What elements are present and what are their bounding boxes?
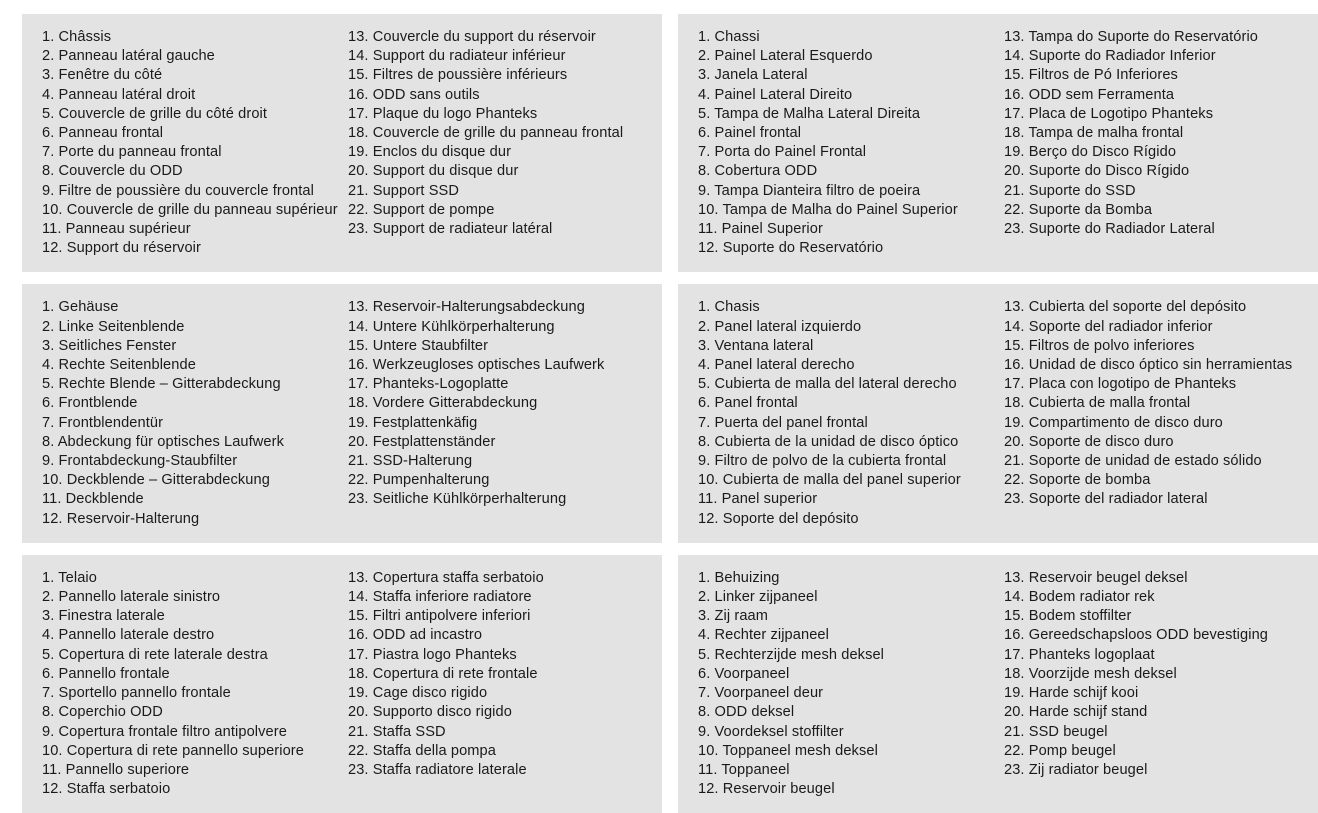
list-item: 12. Reservoir-Halterung <box>42 510 200 527</box>
list-item: 14. Soporte del radiador inferior <box>1004 318 1213 335</box>
list-item: 22. Staffa della pompa <box>348 742 496 759</box>
list-item: 21. Suporte do SSD <box>1004 182 1136 199</box>
list-item: 21. Staffa SSD <box>348 723 446 740</box>
list-item: 15. Filtros de polvo inferiores <box>1004 337 1195 354</box>
list-item: 19. Cage disco rigido <box>348 685 488 702</box>
parts-list-spanish-right <box>1004 298 1302 509</box>
list-item: 3. Fenêtre du côté <box>42 67 163 84</box>
list-item: 13. Couvercle du support du réservoir <box>348 29 596 45</box>
list-item: 15. Untere Staubfilter <box>348 337 489 354</box>
list-item: 4. Pannello laterale destro <box>42 627 215 644</box>
list-item: 23. Staffa radiatore laterale <box>348 761 527 778</box>
list-item: 7. Porta do Painel Frontal <box>698 144 867 161</box>
list-item: 4. Panel lateral derecho <box>698 357 855 374</box>
parts-list-french-right <box>348 28 646 239</box>
list-item: 22. Support de pompe <box>348 201 495 218</box>
list-item: 14. Untere Kühlkörperhalterung <box>348 318 555 335</box>
list-item: 1. Chasis <box>698 299 760 316</box>
panel-spanish-column-left <box>698 298 1000 528</box>
list-item: 5. Couvercle de grille du côté droit <box>42 105 268 122</box>
panel-portuguese-column-right <box>1000 28 1302 239</box>
list-item: 15. Filtros de Pó Inferiores <box>1004 67 1178 84</box>
list-item: 18. Copertura di rete frontale <box>348 665 538 682</box>
panel-dutch <box>678 555 1318 813</box>
list-item: 3. Seitliches Fenster <box>42 337 177 354</box>
list-item: 23. Seitliche Kühlkörperhalterung <box>348 491 567 508</box>
list-item: 23. Zij radiator beugel <box>1004 761 1148 778</box>
list-item: 4. Panneau latéral droit <box>42 86 196 103</box>
list-item: 10. Cubierta de malla del panel superior <box>698 472 961 489</box>
parts-list-italian-right <box>348 569 646 780</box>
list-item: 5. Cubierta de malla del lateral derecho <box>698 376 957 393</box>
list-item: 19. Berço do Disco Rígido <box>1004 144 1177 161</box>
panel-german-column-left <box>42 298 344 528</box>
list-item: 10. Deckblende – Gitterabdeckung <box>42 472 270 489</box>
list-item: 23. Support de radiateur latéral <box>348 221 553 238</box>
list-item: 11. Toppaneel <box>698 761 790 778</box>
list-item: 2. Linker zijpaneel <box>698 589 818 606</box>
parts-list-dutch-right <box>1004 569 1302 780</box>
panel-spanish-column-right <box>1000 298 1302 509</box>
list-item: 20. Supporto disco rigido <box>348 704 512 721</box>
list-item: 16. Unidad de disco óptico sin herramientas <box>1004 357 1293 374</box>
list-item: 18. Vordere Gitterabdeckung <box>348 395 538 412</box>
list-item: 19. Festplattenkäfig <box>348 414 478 431</box>
panel-italian-column-left <box>42 569 344 799</box>
list-item: 9. Filtro de polvo de la cubierta frontal <box>698 453 947 470</box>
list-item: 21. SSD beugel <box>1004 723 1108 740</box>
list-item: 7. Puerta del panel frontal <box>698 414 868 431</box>
list-item: 21. Soporte de unidad de estado sólido <box>1004 453 1262 470</box>
list-item: 21. Support SSD <box>348 182 460 199</box>
parts-list-german-left <box>42 298 336 528</box>
list-item: 3. Janela Lateral <box>698 67 808 84</box>
list-item: 17. Placa con logotipo de Phanteks <box>1004 376 1237 393</box>
list-item: 1. Chassi <box>698 29 760 45</box>
list-item: 16. ODD ad incastro <box>348 627 483 644</box>
panel-italian <box>22 555 662 813</box>
list-item: 11. Pannello superiore <box>42 761 190 778</box>
list-item: 10. Couvercle de grille du panneau supérieur <box>42 201 338 218</box>
panel-italian-column-right <box>344 569 646 780</box>
list-item: 14. Suporte do Radiador Inferior <box>1004 48 1216 65</box>
list-item: 20. Harde schijf stand <box>1004 704 1148 721</box>
panel-dutch-column-right <box>1000 569 1302 780</box>
list-item: 5. Rechterzijde mesh deksel <box>698 646 885 663</box>
parts-list-dutch-left <box>698 569 992 799</box>
list-item: 2. Panel lateral izquierdo <box>698 318 862 335</box>
list-item: 14. Support du radiateur inférieur <box>348 48 566 65</box>
list-item: 9. Voordeksel stoffilter <box>698 723 844 740</box>
list-item: 6. Voorpaneel <box>698 665 790 682</box>
parts-list-portuguese-left <box>698 28 992 258</box>
list-item: 1. Gehäuse <box>42 299 119 316</box>
list-item: 11. Panneau supérieur <box>42 221 191 238</box>
list-item: 10. Tampa de Malha do Painel Superior <box>698 201 958 218</box>
list-item: 15. Bodem stoffilter <box>1004 608 1132 625</box>
list-item: 18. Tampa de malha frontal <box>1004 125 1184 142</box>
list-item: 23. Suporte do Radiador Lateral <box>1004 221 1215 238</box>
list-item: 15. Filtri antipolvere inferiori <box>348 608 531 625</box>
list-item: 9. Frontabdeckung-Staubfilter <box>42 453 238 470</box>
list-item: 19. Harde schijf kooi <box>1004 685 1139 702</box>
parts-list-portuguese-right <box>1004 28 1302 239</box>
list-item: 6. Pannello frontale <box>42 665 170 682</box>
list-item: 8. Couvercle du ODD <box>42 163 183 180</box>
parts-list-german-right <box>348 298 646 509</box>
parts-list-french-left <box>42 28 336 258</box>
list-item: 5. Copertura di rete laterale destra <box>42 646 268 663</box>
list-item: 8. Coperchio ODD <box>42 704 163 721</box>
list-item: 9. Tampa Dianteira filtro de poeira <box>698 182 921 199</box>
list-item: 11. Painel Superior <box>698 221 823 238</box>
list-item: 1. Châssis <box>42 29 112 45</box>
list-item: 22. Pumpenhalterung <box>348 472 490 489</box>
list-item: 16. Werkzeugloses optisches Laufwerk <box>348 357 605 374</box>
list-item: 18. Couvercle de grille du panneau frontal <box>348 125 624 142</box>
list-item: 19. Enclos du disque dur <box>348 144 512 161</box>
list-item: 19. Compartimento de disco duro <box>1004 414 1223 431</box>
list-item: 2. Linke Seitenblende <box>42 318 185 335</box>
list-item: 17. Phanteks-Logoplatte <box>348 376 509 393</box>
panel-dutch-column-left <box>698 569 1000 799</box>
parts-list-italian-left <box>42 569 336 799</box>
list-item: 2. Panneau latéral gauche <box>42 48 215 65</box>
list-item: 5. Rechte Blende – Gitterabdeckung <box>42 376 281 393</box>
list-item: 10. Copertura di rete pannello superiore <box>42 742 304 759</box>
panel-french-column-right <box>344 28 646 239</box>
panel-portuguese <box>678 14 1318 272</box>
panel-french-column-left <box>42 28 344 258</box>
list-item: 11. Panel superior <box>698 491 818 508</box>
list-item: 20. Support du disque dur <box>348 163 519 180</box>
list-item: 10. Toppaneel mesh deksel <box>698 742 878 759</box>
list-item: 4. Rechte Seitenblende <box>42 357 196 374</box>
list-item: 3. Ventana lateral <box>698 337 814 354</box>
list-item: 17. Plaque du logo Phanteks <box>348 105 538 122</box>
list-item: 13. Cubierta del soporte del depósito <box>1004 299 1247 316</box>
list-item: 6. Frontblende <box>42 395 138 412</box>
list-item: 9. Copertura frontale filtro antipolvere <box>42 723 287 740</box>
list-item: 13. Copertura staffa serbatoio <box>348 569 544 586</box>
list-item: 2. Pannello laterale sinistro <box>42 589 221 606</box>
list-item: 3. Finestra laterale <box>42 608 165 625</box>
list-item: 6. Panel frontal <box>698 395 798 412</box>
list-item: 6. Painel frontal <box>698 125 802 142</box>
list-item: 16. ODD sans outils <box>348 86 480 103</box>
list-item: 17. Phanteks logoplaat <box>1004 646 1155 663</box>
list-item: 12. Suporte do Reservatório <box>698 240 884 257</box>
list-item: 23. Soporte del radiador lateral <box>1004 491 1208 508</box>
panel-portuguese-column-left <box>698 28 1000 258</box>
list-item: 4. Rechter zijpaneel <box>698 627 829 644</box>
list-item: 8. Abdeckung für optisches Laufwerk <box>42 433 285 450</box>
list-item: 14. Bodem radiator rek <box>1004 589 1155 606</box>
list-item: 1. Telaio <box>42 569 97 586</box>
list-item: 16. ODD sem Ferramenta <box>1004 86 1175 103</box>
panels-grid <box>22 14 1296 813</box>
list-item: 12. Soporte del depósito <box>698 510 859 527</box>
list-item: 8. ODD deksel <box>698 704 795 721</box>
list-item: 4. Painel Lateral Direito <box>698 86 853 103</box>
list-item: 12. Staffa serbatoio <box>42 781 171 798</box>
list-item: 16. Gereedschapsloos ODD bevestiging <box>1004 627 1268 644</box>
list-item: 7. Porte du panneau frontal <box>42 144 222 161</box>
list-item: 8. Cobertura ODD <box>698 163 818 180</box>
list-item: 22. Pomp beugel <box>1004 742 1116 759</box>
list-item: 20. Festplattenständer <box>348 433 496 450</box>
list-item: 9. Filtre de poussière du couvercle frontal <box>42 182 314 199</box>
list-item: 12. Reservoir beugel <box>698 781 835 798</box>
list-item: 21. SSD-Halterung <box>348 453 473 470</box>
list-item: 18. Voorzijde mesh deksel <box>1004 665 1177 682</box>
list-item: 2. Painel Lateral Esquerdo <box>698 48 873 65</box>
list-item: 17. Piastra logo Phanteks <box>348 646 517 663</box>
list-item: 18. Cubierta de malla frontal <box>1004 395 1191 412</box>
parts-list-spanish-left <box>698 298 992 528</box>
list-item: 8. Cubierta de la unidad de disco óptico <box>698 433 959 450</box>
list-item: 5. Tampa de Malha Lateral Direita <box>698 105 921 122</box>
list-item: 11. Deckblende <box>42 491 144 508</box>
list-item: 20. Soporte de disco duro <box>1004 433 1174 450</box>
list-item: 13. Reservoir beugel deksel <box>1004 569 1188 586</box>
list-item: 20. Suporte do Disco Rígido <box>1004 163 1190 180</box>
panel-spanish <box>678 284 1318 542</box>
list-item: 7. Voorpaneel deur <box>698 685 824 702</box>
list-item: 22. Soporte de bomba <box>1004 472 1151 489</box>
list-item: 1. Behuizing <box>698 569 780 586</box>
list-item: 17. Placa de Logotipo Phanteks <box>1004 105 1214 122</box>
list-item: 12. Support du réservoir <box>42 240 201 257</box>
list-item: 13. Tampa do Suporte do Reservatório <box>1004 29 1259 45</box>
list-item: 6. Panneau frontal <box>42 125 164 142</box>
list-item: 3. Zij raam <box>698 608 769 625</box>
list-item: 22. Suporte da Bomba <box>1004 201 1153 218</box>
panel-german-column-right <box>344 298 646 509</box>
panel-german <box>22 284 662 542</box>
list-item: 13. Reservoir-Halterungsabdeckung <box>348 299 585 316</box>
panel-french <box>22 14 662 272</box>
list-item: 7. Sportello pannello frontale <box>42 685 231 702</box>
list-item: 7. Frontblendentür <box>42 414 164 431</box>
list-item: 14. Staffa inferiore radiatore <box>348 589 532 606</box>
list-item: 15. Filtres de poussière inférieurs <box>348 67 568 84</box>
